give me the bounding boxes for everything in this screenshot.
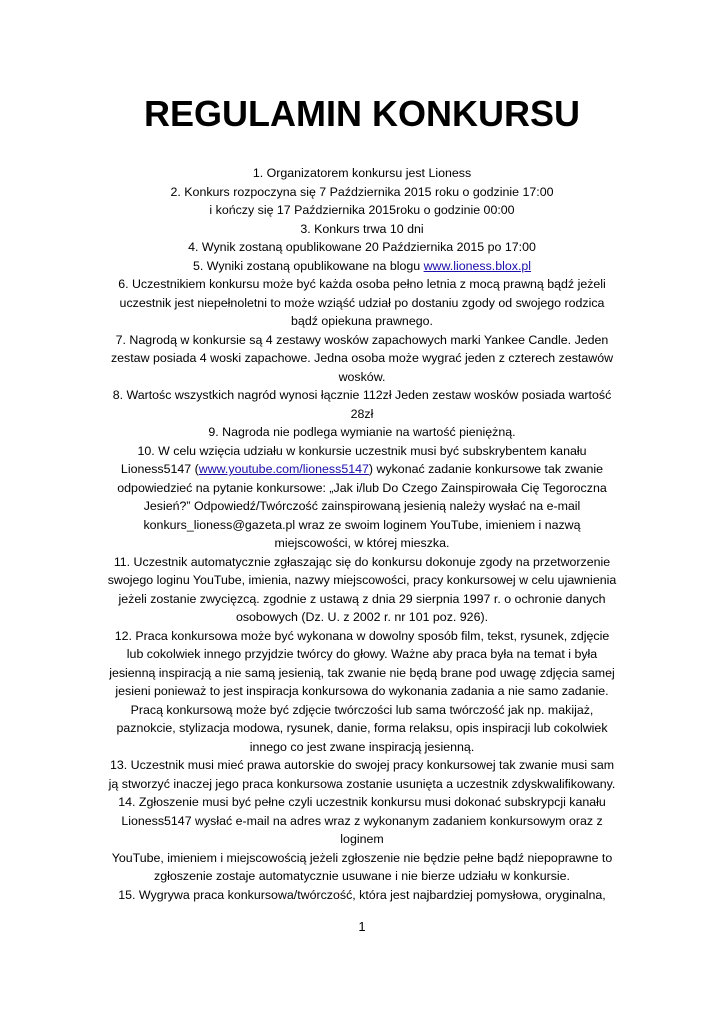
rule-10-text: ) wykonać zadanie konkursowe tak zwanie <box>368 462 604 476</box>
rule-12-line: jesienną inspiracją a nie samą jesienią, tak zwanie nie będą brane pod uwagę zdjęcia samej <box>109 665 615 680</box>
rule-1-line: 1. Organizatorem konkursu jest Lioness <box>252 166 472 180</box>
rule-10-line: miejscowości, w której mieszka. <box>274 536 450 550</box>
rule-7-line: 7. Nagrodą w konkursie są 4 zestawy wosków zapachowych marki Yankee Candle. Jeden <box>115 332 609 347</box>
document-body <box>100 164 624 904</box>
rule-10-line <box>100 460 624 479</box>
rule-11-line: osobowych (Dz. U. z 2002 r. nr 101 poz. 926). <box>235 610 489 624</box>
blog-link[interactable]: www.lioness.blox.pl <box>423 258 532 273</box>
rule-8-line: 8. Wartośc wszystkich nagród wynosi łącznie 112zł Jeden zestaw wosków posiada wartość <box>112 388 612 402</box>
rule-10-line: konkurs_lioness@gazeta.pl wraz ze swoim loginem YouTube, imieniem i nazwą <box>143 517 581 532</box>
rule-3-line: 3. Konkurs trwa 10 dni <box>300 221 424 236</box>
rule-11-line: jeżeli zostanie zwycięzcą. zgodnie z ustawą z dnia 29 sierpnia 1997 r. o ochronie danych <box>118 591 606 606</box>
rule-2-line: 2. Konkurs rozpoczyna się 7 Października 2015 roku o godzinie 17:00 <box>170 184 554 199</box>
page-number: 1 <box>358 919 366 934</box>
rule-10-line: odpowiedzieć na pytanie konkursowe: „Jak i/lub Do Czego Zainspirowała Cię Tegoroczna <box>117 480 607 495</box>
rule-5-text: 5. Wyniki zostaną opublikowane na blogu <box>192 258 424 273</box>
rule-6-line: 6. Uczestnikiem konkursu może być każda osoba pełno letnia z mocą prawną bądź jeżeli <box>118 277 606 291</box>
rule-8-line: 28zł <box>350 406 374 421</box>
rule-11-line: swojego loginu YouTube, imienia, nazwy miejscowości, pracy konkursowej w celu ujawnienia <box>107 573 617 587</box>
youtube-link[interactable]: www.youtube.com/lioness5147 <box>198 462 369 476</box>
rule-7-line: wosków. <box>338 369 386 384</box>
rule-12-line: 12. Praca konkursowa może być wykonana w dowolny sposób film, tekst, rysunek, zdjęcie <box>114 628 610 643</box>
rule-14-line: YouTube, imieniem i miejscowością jeżeli zgłoszenie nie będzie pełne bądź niepoprawne to <box>111 850 613 865</box>
rule-12-line: innego co jest zwane inspiracją jesienną. <box>249 739 475 754</box>
rule-10-text: Lioness5147 ( <box>120 462 199 476</box>
rule-2-continuation: i kończy się 17 Października 2015roku o godzinie 00:00 <box>209 203 515 217</box>
rule-12-line: jesieni ponieważ to jest inspiracja konkursowa do wykonania zadania a nie samo zadanie. <box>115 684 609 698</box>
rule-15-line: 15. Wygrywa praca konkursowa/twórczość, która jest najbardziej pomysłowa, oryginalna, <box>118 887 606 902</box>
rule-13-line: 13. Uczestnik musi mieć prawa autorskie do swojej pracy konkursowej tak zwanie musi sam <box>109 758 615 772</box>
rule-5-line <box>100 257 624 276</box>
rule-12-line: lub cokolwiek innego przyjdzie twórcy do głowy. Ważne aby praca była na temat i była <box>126 647 598 661</box>
rule-12-line: paznokcie, stylizacja modowa, rysunek, danie, forma relaksu, opis inspiracji lub cokolwiek <box>116 721 608 735</box>
rule-13-line: ją stworzyć inaczej jego praca konkursowa zostanie usunięta a uczestnik zdyskwalifikowany. <box>108 776 616 791</box>
document-title: REGULAMIN KONKURSU <box>144 93 580 134</box>
rule-6-line: uczestnik jest niepełnoletni to może wziąść udział po dostaniu zgody od swojego rodzica <box>119 295 605 310</box>
rule-10-line: Jesień?” Odpowiedź/Twórczość zainspirowaną jesienią należy wysłać na e-mail <box>143 499 581 513</box>
rule-7-line: zestaw posiada 4 woski zapachowe. Jedna osoba może wygrać jeden z czterech zestawów <box>110 351 614 365</box>
rule-14-line: zgłoszenie zostaje automatycznie usuwane i nie bierze udziału w konkursie. <box>154 869 570 883</box>
rule-12-line: Pracą konkursową może być zdjęcie twórczości lub sama twórczość jak np. makijaż, <box>130 702 594 717</box>
rule-10-line: 10. W celu wzięcia udziału w konkursie uczestnik musi być subskrybentem kanału <box>137 443 587 458</box>
rule-6-line: bądź opiekuna prawnego. <box>291 314 433 328</box>
rule-14-line: 14. Zgłoszenie musi być pełne czyli uczestnik konkursu musi dokonać subskrypcji kanału <box>118 795 606 809</box>
rule-4-line: 4. Wynik zostaną opublikowane 20 Października 2015 po 17:00 <box>188 240 536 254</box>
rule-11-line: 11. Uczestnik automatycznie zgłaszając się do konkursu dokonuje zgody na przetworzenie <box>113 554 611 569</box>
rule-14-line: Lioness5147 wysłać e-mail na adres wraz z wykonanym zadaniem konkursowym oraz z <box>121 813 603 828</box>
rule-9-line: 9. Nagroda nie podlega wymianie na wartość pieniężną. <box>208 425 516 439</box>
rule-14-line: loginem <box>340 832 384 846</box>
